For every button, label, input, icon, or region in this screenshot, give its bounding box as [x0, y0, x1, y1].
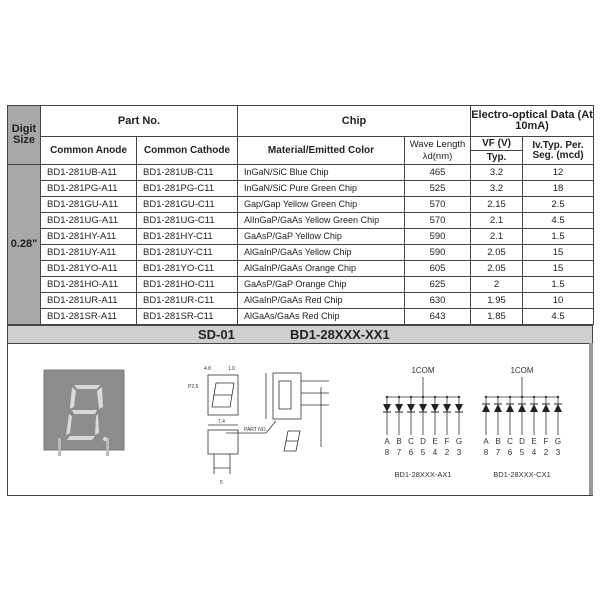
dim-part-no: PART NO. [244, 427, 268, 433]
display-photo [44, 370, 124, 456]
segment-label: F [543, 437, 549, 446]
anode-part: BD1-281PG-A11 [41, 181, 137, 197]
vf-typ: 3.2 [471, 165, 523, 181]
vf-typ: 2 [471, 277, 523, 293]
diode-icon [554, 404, 562, 412]
segment-label: D [519, 437, 525, 446]
schematic-caption: BD1-28XXX-AX1 [394, 470, 452, 479]
iv-typ: 4.5 [523, 213, 594, 229]
typ-header: Typ. [471, 151, 523, 165]
diode-icon [395, 404, 403, 412]
chip-header: Chip [238, 106, 471, 137]
chip-material: AlGaAs/GaAs Red Chip [238, 309, 405, 325]
dim-d2: 1.0 [228, 366, 235, 372]
wave-length: 590 [405, 245, 471, 261]
anode-part: BD1-281YO-A11 [41, 261, 137, 277]
wave-length: 643 [405, 309, 471, 325]
iv-typ: 4.5 [523, 309, 594, 325]
schematic-caption: BD1-28XXX-CX1 [493, 470, 551, 479]
chip-material: AlGaInP/GaAs Orange Chip [238, 261, 405, 277]
diode-icon [431, 404, 439, 412]
vf-typ: 3.2 [471, 181, 523, 197]
segment-label: G [554, 437, 562, 446]
drawings [8, 343, 592, 495]
pin-label: 7 [396, 448, 402, 457]
chip-material: Gap/Gap Yellow Green Chip [238, 197, 405, 213]
pin-label: 6 [507, 448, 513, 457]
chip-material: AlGaInP/GaAs Yellow Chip [238, 245, 405, 261]
anode-part: BD1-281UY-A11 [41, 245, 137, 261]
diode-icon [542, 404, 550, 412]
table-row [8, 293, 594, 309]
cathode-part: BD1-281PG-C11 [137, 181, 238, 197]
diode-icon [443, 404, 451, 412]
cathode-part: BD1-281HY-C11 [137, 229, 238, 245]
digit-size-value: 0.28" [8, 165, 41, 325]
segment-label: D [420, 437, 426, 446]
cathode-part: BD1-281HO-C11 [137, 277, 238, 293]
segment-label: F [444, 437, 450, 446]
wave-length: 630 [405, 293, 471, 309]
cathode-part: BD1-281UY-C11 [137, 245, 238, 261]
table-row [8, 229, 594, 245]
com-label: 1COM [510, 366, 534, 375]
common-cathode-header: Common Cathode [137, 137, 238, 165]
table-row [8, 261, 594, 277]
table-row [8, 245, 594, 261]
pin-label: 2 [543, 448, 549, 457]
table-row [8, 181, 594, 197]
segment-label: A [483, 437, 489, 446]
table-row [8, 277, 594, 293]
wave-length-header [405, 137, 471, 165]
pin-label: 4 [531, 448, 537, 457]
iv-typ: 12 [523, 165, 594, 181]
dim-d1: 4.8 [204, 366, 211, 372]
vf-typ: 2.15 [471, 197, 523, 213]
cathode-part: BD1-281UG-C11 [137, 213, 238, 229]
pin-label: 5 [420, 448, 426, 457]
common-anode-header: Common Anode [41, 137, 137, 165]
segment-label: A [384, 437, 390, 446]
wave-length: 605 [405, 261, 471, 277]
wave-unit-label: λd(nm) [422, 151, 453, 162]
iv-typ: 15 [523, 261, 594, 277]
schematic-cathode [482, 366, 562, 479]
anode-part: BD1-281HO-A11 [41, 277, 137, 293]
wave-length-label: Wave Length [409, 138, 466, 150]
vf-typ: 2.05 [471, 261, 523, 277]
segment-label: C [507, 437, 513, 446]
diode-icon [407, 404, 415, 412]
chip-material: InGaN/SiC Pure Green Chip [238, 181, 405, 197]
iv-typ: 18 [523, 181, 594, 197]
anode-part: BD1-281UG-A11 [41, 213, 137, 229]
pin-label: 8 [384, 448, 390, 457]
iv-typ: 2.5 [523, 197, 594, 213]
diode-icon [494, 404, 502, 412]
diode-icon [518, 404, 526, 412]
vf-typ: 2.1 [471, 229, 523, 245]
vf-header: VF (V) [471, 137, 523, 151]
iv-typ: 1.5 [523, 229, 594, 245]
table-row [8, 197, 594, 213]
cathode-part: BD1-281SR-C11 [137, 309, 238, 325]
diode-icon [455, 404, 463, 412]
vf-typ: 1.95 [471, 293, 523, 309]
wave-length: 625 [405, 277, 471, 293]
series-model: BD1-28XXX-XX1 [290, 327, 390, 342]
pin-label: 3 [555, 448, 561, 457]
mechanical-drawing [208, 373, 329, 474]
chip-material: GaAsP/GaP Yellow Chip [238, 229, 405, 245]
iv-header: Iv.Typ. Per. Seg. (mcd) [523, 137, 594, 165]
table-row [8, 309, 594, 325]
series-code: SD-01 [198, 327, 235, 342]
segment-label: C [408, 437, 414, 446]
segment-label: G [455, 437, 463, 446]
anode-part: BD1-281UB-A11 [41, 165, 137, 181]
chip-material: AlGaInP/GaAs Red Chip [238, 293, 405, 309]
cathode-part: BD1-281UB-C11 [137, 165, 238, 181]
material-header: Material/Emitted Color [238, 137, 405, 165]
com-label: 1COM [411, 366, 435, 375]
drawing-section [7, 343, 593, 496]
cathode-part: BD1-281YO-C11 [137, 261, 238, 277]
schematic-anode [383, 366, 463, 479]
digit-size-header: Digit Size [8, 106, 41, 165]
pin-label: 3 [456, 448, 462, 457]
anode-part: BD1-281GU-A11 [41, 197, 137, 213]
diode-icon [419, 404, 427, 412]
anode-part: BD1-281HY-A11 [41, 229, 137, 245]
spec-table [7, 105, 594, 325]
diode-icon [383, 404, 391, 412]
diode-icon [530, 404, 538, 412]
pin-label: 6 [408, 448, 414, 457]
diode-icon [482, 404, 490, 412]
anode-part: BD1-281SR-A11 [41, 309, 137, 325]
pin-label: 4 [432, 448, 438, 457]
anode-part: BD1-281UR-A11 [41, 293, 137, 309]
segment-label: B [396, 437, 402, 446]
iv-typ: 15 [523, 245, 594, 261]
electro-optical-header: Electro-optical Data (At 10mA) [471, 106, 594, 137]
chip-material: GaAsP/GaP Orange Chip [238, 277, 405, 293]
segment-label: E [432, 437, 438, 446]
dim-pin: P2.5 [188, 384, 199, 390]
wave-length: 570 [405, 213, 471, 229]
dim-d4: 5 [220, 480, 223, 486]
diode-icon [506, 404, 514, 412]
iv-typ: 10 [523, 293, 594, 309]
vf-typ: 2.05 [471, 245, 523, 261]
cathode-part: BD1-281UR-C11 [137, 293, 238, 309]
wave-length: 525 [405, 181, 471, 197]
segment-label: B [495, 437, 501, 446]
vf-typ: 2.1 [471, 213, 523, 229]
pin-label: 5 [519, 448, 525, 457]
chip-material: InGaN/SiC Blue Chip [238, 165, 405, 181]
iv-typ: 1.5 [523, 277, 594, 293]
chip-material: AlInGaP/GaAs Yellow Green Chip [238, 213, 405, 229]
pin-label: 8 [483, 448, 489, 457]
dim-d3: 7.4 [218, 419, 225, 425]
wave-length: 590 [405, 229, 471, 245]
series-bar [7, 325, 593, 344]
pin-label: 2 [444, 448, 450, 457]
table-row [8, 165, 594, 181]
part-no-header: Part No. [41, 106, 238, 137]
table-row [8, 213, 594, 229]
segment-label: E [531, 437, 537, 446]
pin-label: 7 [495, 448, 501, 457]
wave-length: 465 [405, 165, 471, 181]
vf-typ: 1.85 [471, 309, 523, 325]
cathode-part: BD1-281GU-C11 [137, 197, 238, 213]
wave-length: 570 [405, 197, 471, 213]
